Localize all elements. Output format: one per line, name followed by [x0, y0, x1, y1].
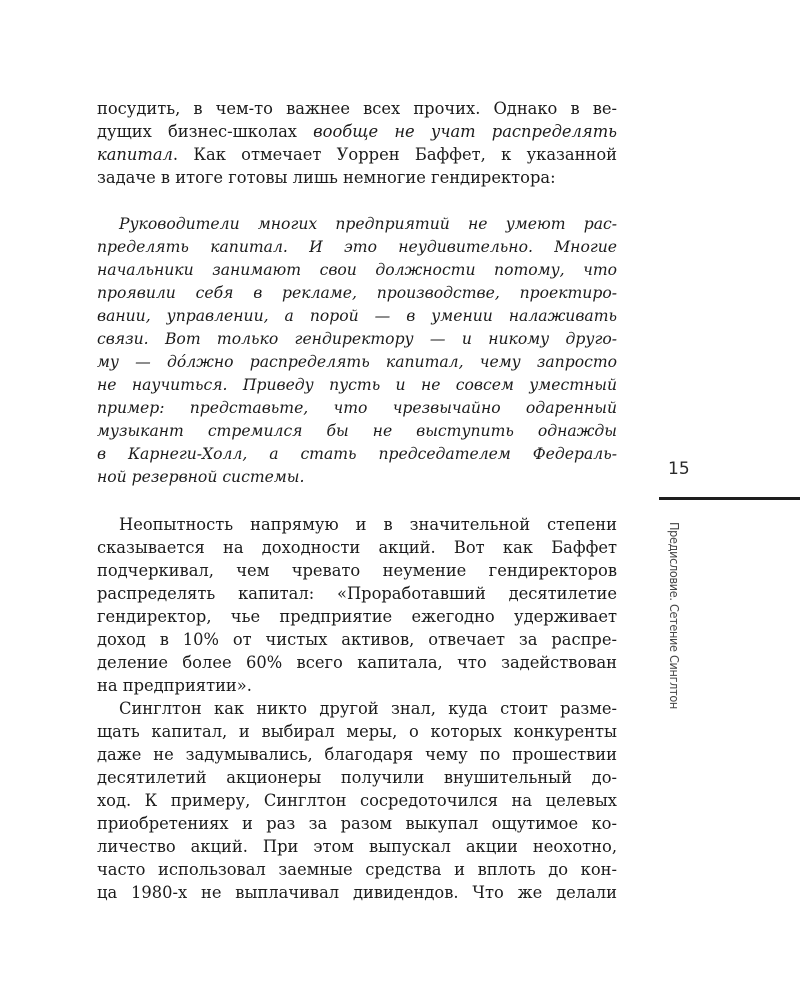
text-line: Синглтон как никто другой знал, куда стоит разме-: [119, 699, 617, 718]
quote-line: пределять капитал. И это неудивительно. Многие: [97, 238, 617, 256]
text-line: деление более 60% всего капитала, что задействован: [97, 653, 617, 672]
text-line: гендиректор, чье предприятие ежегодно удерживает: [97, 607, 617, 626]
quote-line: ной резервной системы.: [97, 468, 305, 486]
text-line: капитал. Как отмечает Уоррен Баффет, к указанной: [97, 145, 617, 164]
text-line: посудить, в чем-то важнее всех прочих. Однако в ве-: [97, 99, 617, 118]
text-line: на предприятии».: [97, 676, 252, 695]
text-line: ца 1980-х не выплачивал дивидендов. Что же делали: [97, 883, 617, 902]
quote-line: пример: представьте, что чрезвычайно одаренный: [97, 399, 617, 417]
quote-line: музыкант стремился бы не выступить однажды: [97, 422, 617, 440]
quote-line: проявили себя в рекламе, производстве, проектиро-: [97, 284, 617, 302]
margin-rule: [659, 497, 800, 500]
text-line: ход. К примеру, Синглтон сосредоточился на целевых: [97, 791, 617, 810]
text-line: приобретениях и раз за разом выкупал ощутимое ко-: [97, 814, 617, 833]
text-line: сказывается на доходности акций. Вот как Баффет: [97, 538, 617, 557]
text-line: щать капитал, и выбирал меры, о которых конкуренты: [97, 722, 617, 741]
text-line: десятилетий акционеры получили внушительный до-: [97, 768, 617, 787]
quote-line: в Карнеги-Холл, а стать председателем Федераль-: [97, 445, 617, 463]
text-line: часто использовал заемные средства и вплоть до кон-: [97, 860, 617, 879]
text-line: личество акций. При этом выпускал акции неохотно,: [97, 837, 617, 856]
text-line: даже не задумывались, благодаря чему по прошествии: [97, 745, 617, 764]
quote-line: Руководители многих предприятий не умеют рас-: [119, 215, 617, 233]
quote-line: вании, управлении, а порой — в умении налаживать: [97, 307, 617, 325]
quote-line: не научиться. Приведу пусть и не совсем уместный: [97, 376, 617, 394]
emphasis: вообще не учат распределять: [313, 122, 617, 141]
quote-line: начальники занимают свои должности потому, что: [97, 261, 617, 279]
quote-line: му — до́лжно распределять капитал, чему запросто: [97, 353, 617, 371]
text-line: распределять капитал: «Проработавший десятилетие: [97, 584, 617, 603]
text-line: задаче в итоге готовы лишь немногие гендиректора:: [97, 168, 556, 187]
text-line: Неопытность напрямую и в значительной степени: [119, 515, 617, 534]
emphasis: капитал: [97, 145, 173, 164]
page-number: 15: [668, 459, 690, 479]
running-head: Предисловие. Сетение Синглтон: [667, 522, 682, 709]
text-line: подчеркивал, чем чревато неумение гендиректоров: [97, 561, 617, 580]
quote-line: связи. Вот только гендиректору — и никому друго-: [97, 330, 617, 348]
text-line: дущих бизнес-школах вообще не учат распределять: [97, 122, 617, 141]
text-line: доход в 10% от чистых активов, отвечает за распре-: [97, 630, 617, 649]
